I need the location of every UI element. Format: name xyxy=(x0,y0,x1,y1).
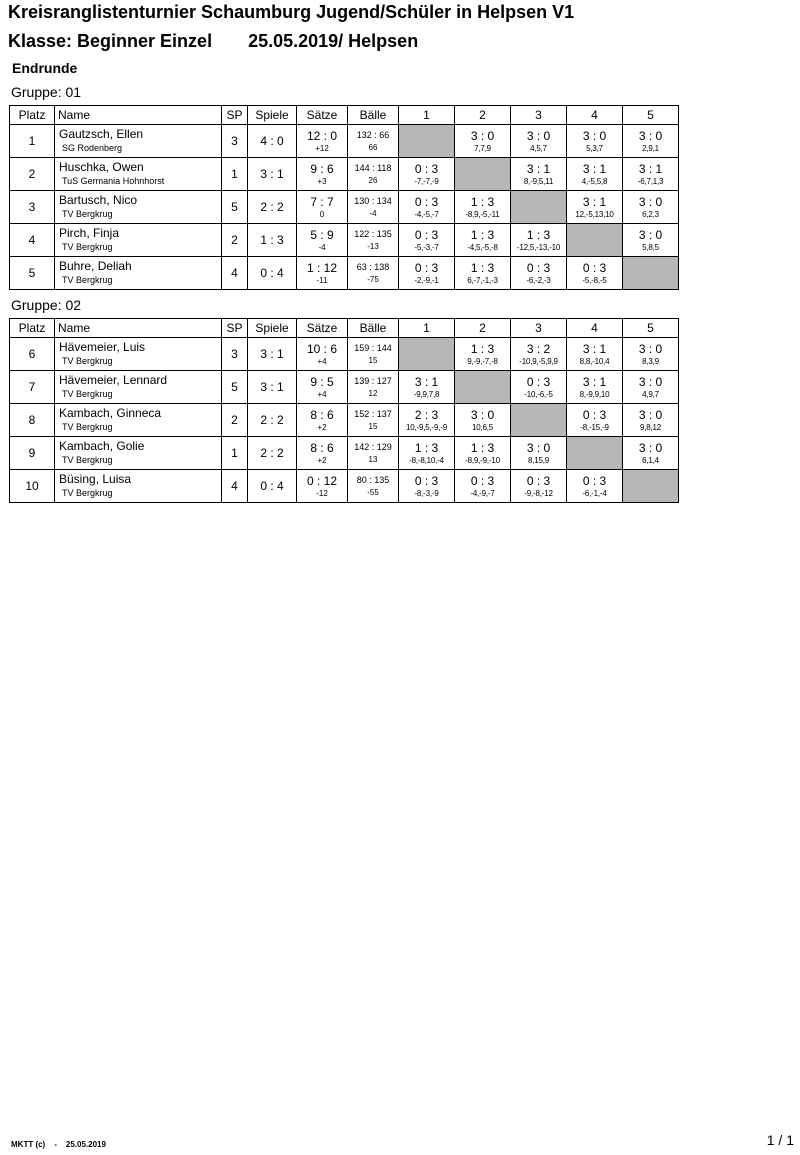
baelle-diff: 26 xyxy=(368,176,378,185)
match-score: 1 : 3 xyxy=(414,440,439,455)
sp-cell: 4 xyxy=(222,470,248,503)
saetze-header: Sätze xyxy=(297,106,348,125)
saetze-diff: +2 xyxy=(317,422,327,432)
match-score: 0 : 3 xyxy=(414,473,439,488)
self-match-cell xyxy=(511,191,567,224)
match-score: 0 : 3 xyxy=(526,260,551,275)
match-sets: 8,8,-10,4 xyxy=(579,356,610,366)
match-score: 3 : 0 xyxy=(638,194,663,209)
player-club: TV Bergkrug xyxy=(62,356,113,366)
match-cell xyxy=(399,257,455,290)
baelle-diff: -13 xyxy=(367,242,379,251)
footer-separator: - xyxy=(54,1140,57,1149)
saetze-diff: +4 xyxy=(317,356,327,366)
match-score: 0 : 3 xyxy=(526,473,551,488)
baelle-value: 63 : 138 xyxy=(356,262,390,272)
match-cell xyxy=(399,158,455,191)
match-sets: -12,5,-13,-10 xyxy=(516,242,561,252)
match-score: 1 : 3 xyxy=(470,260,495,275)
player-club: TV Bergkrug xyxy=(62,389,113,399)
player-club: TV Bergkrug xyxy=(62,488,113,498)
match-score: 3 : 0 xyxy=(638,227,663,242)
baelle-diff: 15 xyxy=(368,356,378,365)
match-score: 3 : 0 xyxy=(638,128,663,143)
spiele-header: Spiele xyxy=(248,106,297,125)
match-sets: -2,-9,-1 xyxy=(414,275,439,285)
saetze-cell xyxy=(297,470,348,503)
group-label: Gruppe: 02 xyxy=(11,297,82,313)
opponent-header: 5 xyxy=(623,319,679,338)
match-cell xyxy=(623,437,679,470)
match-sets: -4,-9,-7 xyxy=(470,488,495,498)
saetze-header: Sätze xyxy=(297,319,348,338)
baelle-diff: 15 xyxy=(368,422,378,431)
match-cell xyxy=(455,257,511,290)
match-score: 3 : 0 xyxy=(638,374,663,389)
spiele-cell: 4 : 0 xyxy=(248,125,297,158)
match-cell xyxy=(511,224,567,257)
round-heading: Endrunde xyxy=(12,60,78,76)
match-cell xyxy=(455,470,511,503)
match-cell xyxy=(567,191,623,224)
saetze-diff: -4 xyxy=(318,242,326,252)
match-score: 3 : 1 xyxy=(526,161,551,176)
saetze-value: 12 : 0 xyxy=(306,128,338,143)
opponent-header: 1 xyxy=(399,106,455,125)
saetze-diff: +12 xyxy=(315,143,329,153)
player-row xyxy=(10,125,679,158)
spiele-cell: 0 : 4 xyxy=(248,470,297,503)
sp-cell: 3 xyxy=(222,125,248,158)
match-sets: 4,-5,5,8 xyxy=(581,176,608,186)
match-cell xyxy=(455,224,511,257)
match-cell xyxy=(399,224,455,257)
match-sets: 5,8,5 xyxy=(642,242,659,252)
name-header: Name xyxy=(55,106,222,125)
player-cell xyxy=(55,437,222,470)
match-score: 3 : 0 xyxy=(638,440,663,455)
player-club: SG Rodenberg xyxy=(62,143,123,153)
self-match-cell xyxy=(399,338,455,371)
player-name: Gautzsch, Ellen xyxy=(59,127,144,141)
baelle-cell xyxy=(348,125,399,158)
opponent-header: 4 xyxy=(567,319,623,338)
match-sets: 8,-9,5,11 xyxy=(523,176,554,186)
match-sets: -8,-8,10,-4 xyxy=(409,455,444,465)
footer-software: MKTT (c) xyxy=(11,1140,46,1149)
baelle-cell xyxy=(348,224,399,257)
self-match-cell xyxy=(399,125,455,158)
match-score: 0 : 3 xyxy=(470,473,495,488)
saetze-diff: +4 xyxy=(317,389,327,399)
self-match-cell xyxy=(567,437,623,470)
match-cell xyxy=(567,125,623,158)
player-cell xyxy=(55,470,222,503)
saetze-value: 9 : 6 xyxy=(310,161,334,176)
match-cell xyxy=(455,338,511,371)
group-table xyxy=(9,105,679,290)
match-sets: -10,9,-5,9,9 xyxy=(519,356,558,366)
match-cell xyxy=(511,158,567,191)
player-cell xyxy=(55,338,222,371)
page-number: 1 / 1 xyxy=(766,1132,794,1148)
name-header: Name xyxy=(55,319,222,338)
player-club: TV Bergkrug xyxy=(62,422,113,432)
platz-cell: 9 xyxy=(10,437,55,470)
spiele-cell: 3 : 1 xyxy=(248,371,297,404)
player-name: Kambach, Ginneca xyxy=(59,406,162,420)
sp-header: SP xyxy=(222,319,248,338)
spiele-cell: 3 : 1 xyxy=(248,338,297,371)
spiele-cell: 1 : 3 xyxy=(248,224,297,257)
platz-cell: 4 xyxy=(10,224,55,257)
player-name: Hävemeier, Luis xyxy=(59,340,146,354)
self-match-cell xyxy=(623,257,679,290)
self-match-cell xyxy=(455,158,511,191)
opponent-header: 2 xyxy=(455,319,511,338)
baelle-cell xyxy=(348,191,399,224)
saetze-value: 0 : 12 xyxy=(306,473,338,488)
player-name: Hävemeier, Lennard xyxy=(59,373,168,387)
match-score: 3 : 1 xyxy=(582,194,607,209)
match-cell xyxy=(511,470,567,503)
baelle-cell xyxy=(348,158,399,191)
player-name: Pirch, Finja xyxy=(59,226,120,240)
match-cell xyxy=(623,158,679,191)
saetze-cell xyxy=(297,257,348,290)
match-score: 1 : 3 xyxy=(470,440,495,455)
match-score: 0 : 3 xyxy=(414,227,439,242)
baelle-cell xyxy=(348,404,399,437)
match-score: 3 : 0 xyxy=(470,407,495,422)
sp-cell: 2 xyxy=(222,404,248,437)
saetze-diff: +3 xyxy=(317,176,327,186)
class-label: Klasse: Beginner Einzel xyxy=(8,31,213,51)
platz-header: Platz xyxy=(10,319,55,338)
match-sets: -6,-1,-4 xyxy=(582,488,607,498)
match-sets: -10,-6,-5 xyxy=(524,389,553,399)
spiele-cell: 2 : 2 xyxy=(248,404,297,437)
self-match-cell xyxy=(567,224,623,257)
self-match-cell xyxy=(623,470,679,503)
player-name: Huschka, Owen xyxy=(59,160,144,174)
match-cell xyxy=(511,338,567,371)
baelle-header: Bälle xyxy=(348,319,399,338)
spiele-header: Spiele xyxy=(248,319,297,338)
platz-cell: 3 xyxy=(10,191,55,224)
player-row xyxy=(10,338,679,371)
match-sets: 10,-9,5,-9,-9 xyxy=(406,422,447,432)
saetze-cell xyxy=(297,224,348,257)
baelle-value: 152 : 137 xyxy=(354,409,392,419)
saetze-cell xyxy=(297,338,348,371)
match-score: 3 : 0 xyxy=(526,128,551,143)
spiele-cell: 2 : 2 xyxy=(248,437,297,470)
sp-cell: 5 xyxy=(222,371,248,404)
match-cell xyxy=(567,470,623,503)
saetze-value: 5 : 9 xyxy=(310,227,334,242)
match-sets: 8,3,9 xyxy=(642,356,659,366)
baelle-diff: 66 xyxy=(368,143,378,152)
sp-cell: 3 xyxy=(222,338,248,371)
match-score: 0 : 3 xyxy=(582,407,607,422)
match-score: 3 : 1 xyxy=(582,341,607,356)
saetze-value: 10 : 6 xyxy=(306,341,338,356)
platz-cell: 8 xyxy=(10,404,55,437)
saetze-diff: -11 xyxy=(316,275,328,285)
match-score: 0 : 3 xyxy=(414,161,439,176)
match-sets: 6,-7,-1,-3 xyxy=(467,275,498,285)
spiele-cell: 0 : 4 xyxy=(248,257,297,290)
baelle-value: 144 : 118 xyxy=(354,163,392,173)
match-sets: 9,8,12 xyxy=(639,422,662,432)
player-club: TV Bergkrug xyxy=(62,455,113,465)
match-cell xyxy=(399,404,455,437)
platz-cell: 1 xyxy=(10,125,55,158)
match-sets: -8,-15,-9 xyxy=(580,422,609,432)
player-cell xyxy=(55,191,222,224)
player-row xyxy=(10,224,679,257)
saetze-cell xyxy=(297,371,348,404)
saetze-cell xyxy=(297,125,348,158)
match-sets: 2,9,1 xyxy=(642,143,659,153)
player-name: Büsing, Luisa xyxy=(59,472,132,486)
match-score: 0 : 3 xyxy=(582,260,607,275)
match-score: 3 : 0 xyxy=(526,440,551,455)
match-sets: 6,2,3 xyxy=(642,209,659,219)
match-score: 3 : 1 xyxy=(582,161,607,176)
match-sets: -6,7,1,3 xyxy=(637,176,664,186)
baelle-diff: -4 xyxy=(369,209,377,218)
match-cell xyxy=(567,158,623,191)
match-sets: -8,-3,-9 xyxy=(414,488,439,498)
baelle-value: 130 : 134 xyxy=(354,196,392,206)
platz-cell: 7 xyxy=(10,371,55,404)
match-sets: -6,-2,-3 xyxy=(526,275,551,285)
baelle-cell xyxy=(348,437,399,470)
match-sets: 4,9,7 xyxy=(642,389,659,399)
match-sets: 8,15,9 xyxy=(527,455,550,465)
sp-cell: 1 xyxy=(222,437,248,470)
match-score: 3 : 1 xyxy=(638,161,663,176)
saetze-value: 8 : 6 xyxy=(310,440,334,455)
match-sets: -8,9,-5,-11 xyxy=(465,209,500,219)
saetze-diff: +2 xyxy=(317,455,327,465)
self-match-cell xyxy=(511,404,567,437)
saetze-diff: 0 xyxy=(319,209,325,219)
sp-cell: 1 xyxy=(222,158,248,191)
opponent-header: 3 xyxy=(511,106,567,125)
match-cell xyxy=(399,470,455,503)
group-label: Gruppe: 01 xyxy=(11,84,82,100)
match-score: 3 : 0 xyxy=(582,128,607,143)
spiele-cell: 3 : 1 xyxy=(248,158,297,191)
opponent-header: 5 xyxy=(623,106,679,125)
event-date-location: 25.05.2019/ Helpsen xyxy=(248,31,419,51)
match-cell xyxy=(623,404,679,437)
match-score: 3 : 0 xyxy=(638,407,663,422)
baelle-diff: -75 xyxy=(367,275,379,284)
match-cell xyxy=(399,191,455,224)
match-cell xyxy=(623,338,679,371)
match-score: 3 : 0 xyxy=(638,341,663,356)
saetze-diff: -12 xyxy=(316,488,328,498)
baelle-value: 122 : 135 xyxy=(354,229,392,239)
header-row xyxy=(10,319,679,338)
player-cell xyxy=(55,158,222,191)
match-score: 2 : 3 xyxy=(414,407,439,422)
platz-cell: 2 xyxy=(10,158,55,191)
match-sets: -5,-8,-5 xyxy=(582,275,607,285)
baelle-value: 159 : 144 xyxy=(354,343,392,353)
player-cell xyxy=(55,257,222,290)
match-sets: -4,5,-5,-8 xyxy=(467,242,498,252)
match-sets: -7,-7,-9 xyxy=(414,176,439,186)
saetze-value: 1 : 12 xyxy=(306,260,338,275)
opponent-header: 3 xyxy=(511,319,567,338)
baelle-value: 80 : 135 xyxy=(356,475,390,485)
match-cell xyxy=(567,404,623,437)
opponent-header: 4 xyxy=(567,106,623,125)
match-cell xyxy=(511,437,567,470)
header-row xyxy=(10,106,679,125)
match-sets: 9,-9,-7,-8 xyxy=(467,356,498,366)
saetze-value: 9 : 5 xyxy=(310,374,334,389)
sp-header: SP xyxy=(222,106,248,125)
footer-info xyxy=(11,1140,106,1149)
opponent-header: 2 xyxy=(455,106,511,125)
match-score: 1 : 3 xyxy=(470,341,495,356)
match-sets: 12,-5,13,10 xyxy=(575,209,614,219)
match-score: 3 : 0 xyxy=(470,128,495,143)
baelle-value: 132 : 66 xyxy=(356,130,390,140)
match-sets: 4,5,7 xyxy=(530,143,547,153)
baelle-cell xyxy=(348,338,399,371)
match-sets: 10,6,5 xyxy=(471,422,494,432)
baelle-cell xyxy=(348,470,399,503)
player-row xyxy=(10,371,679,404)
match-cell xyxy=(399,437,455,470)
baelle-diff: 13 xyxy=(368,455,378,464)
platz-cell: 10 xyxy=(10,470,55,503)
player-row xyxy=(10,437,679,470)
document-title: Kreisranglistenturnier Schaumburg Jugend/Schüler in Helpsen V1 xyxy=(8,2,575,22)
platz-cell: 6 xyxy=(10,338,55,371)
spiele-cell: 2 : 2 xyxy=(248,191,297,224)
player-cell xyxy=(55,371,222,404)
match-sets: 7,7,9 xyxy=(474,143,491,153)
match-score: 3 : 2 xyxy=(526,341,551,356)
match-score: 1 : 3 xyxy=(470,194,495,209)
baelle-value: 139 : 127 xyxy=(354,376,392,386)
match-sets: -9,-8,-12 xyxy=(524,488,553,498)
footer-date: 25.05.2019 xyxy=(65,1140,106,1149)
player-name: Kambach, Golie xyxy=(59,439,145,453)
match-cell xyxy=(455,437,511,470)
match-cell xyxy=(623,224,679,257)
match-cell xyxy=(399,371,455,404)
match-score: 1 : 3 xyxy=(526,227,551,242)
match-cell xyxy=(511,257,567,290)
match-score: 0 : 3 xyxy=(582,473,607,488)
match-cell xyxy=(455,125,511,158)
saetze-cell xyxy=(297,437,348,470)
match-sets: 5,3,7 xyxy=(586,143,603,153)
match-cell xyxy=(455,404,511,437)
match-sets: 6,1,4 xyxy=(642,455,659,465)
match-sets: -9,9,7,8 xyxy=(413,389,440,399)
sp-cell: 2 xyxy=(222,224,248,257)
player-club: TV Bergkrug xyxy=(62,209,113,219)
group-table xyxy=(9,318,679,503)
platz-cell: 5 xyxy=(10,257,55,290)
player-row xyxy=(10,257,679,290)
player-club: TV Bergkrug xyxy=(62,275,113,285)
match-cell xyxy=(623,191,679,224)
match-cell xyxy=(511,371,567,404)
match-score: 0 : 3 xyxy=(526,374,551,389)
match-cell xyxy=(623,125,679,158)
match-cell xyxy=(511,125,567,158)
baelle-cell xyxy=(348,371,399,404)
baelle-header: Bälle xyxy=(348,106,399,125)
player-row xyxy=(10,404,679,437)
baelle-value: 142 : 129 xyxy=(354,442,392,452)
saetze-cell xyxy=(297,404,348,437)
match-cell xyxy=(567,257,623,290)
match-score: 3 : 1 xyxy=(414,374,439,389)
baelle-cell xyxy=(348,257,399,290)
match-cell xyxy=(567,371,623,404)
match-cell xyxy=(455,191,511,224)
sp-cell: 4 xyxy=(222,257,248,290)
opponent-header: 1 xyxy=(399,319,455,338)
baelle-diff: -55 xyxy=(367,488,379,497)
match-score: 0 : 3 xyxy=(414,260,439,275)
saetze-value: 7 : 7 xyxy=(310,194,334,209)
match-sets: -8,9,-9,-10 xyxy=(465,455,500,465)
player-name: Bartusch, Nico xyxy=(59,193,138,207)
saetze-value: 8 : 6 xyxy=(310,407,334,422)
match-sets: -5,-3,-7 xyxy=(414,242,439,252)
player-name: Buhre, Deliah xyxy=(59,259,132,273)
match-score: 0 : 3 xyxy=(414,194,439,209)
platz-header: Platz xyxy=(10,106,55,125)
sp-cell: 5 xyxy=(222,191,248,224)
baelle-diff: 12 xyxy=(368,389,378,398)
player-club: TuS Germania Hohnhorst xyxy=(62,176,165,186)
match-sets: 8,-9,9,10 xyxy=(579,389,610,399)
player-cell xyxy=(55,125,222,158)
match-score: 1 : 3 xyxy=(470,227,495,242)
saetze-cell xyxy=(297,191,348,224)
self-match-cell xyxy=(455,371,511,404)
match-cell xyxy=(623,371,679,404)
player-cell xyxy=(55,404,222,437)
player-row xyxy=(10,158,679,191)
player-club: TV Bergkrug xyxy=(62,242,113,252)
saetze-cell xyxy=(297,158,348,191)
player-row xyxy=(10,470,679,503)
player-cell xyxy=(55,224,222,257)
player-row xyxy=(10,191,679,224)
class-heading xyxy=(8,31,418,52)
match-score: 3 : 1 xyxy=(582,374,607,389)
match-sets: -4,-5,-7 xyxy=(414,209,439,219)
match-cell xyxy=(567,338,623,371)
